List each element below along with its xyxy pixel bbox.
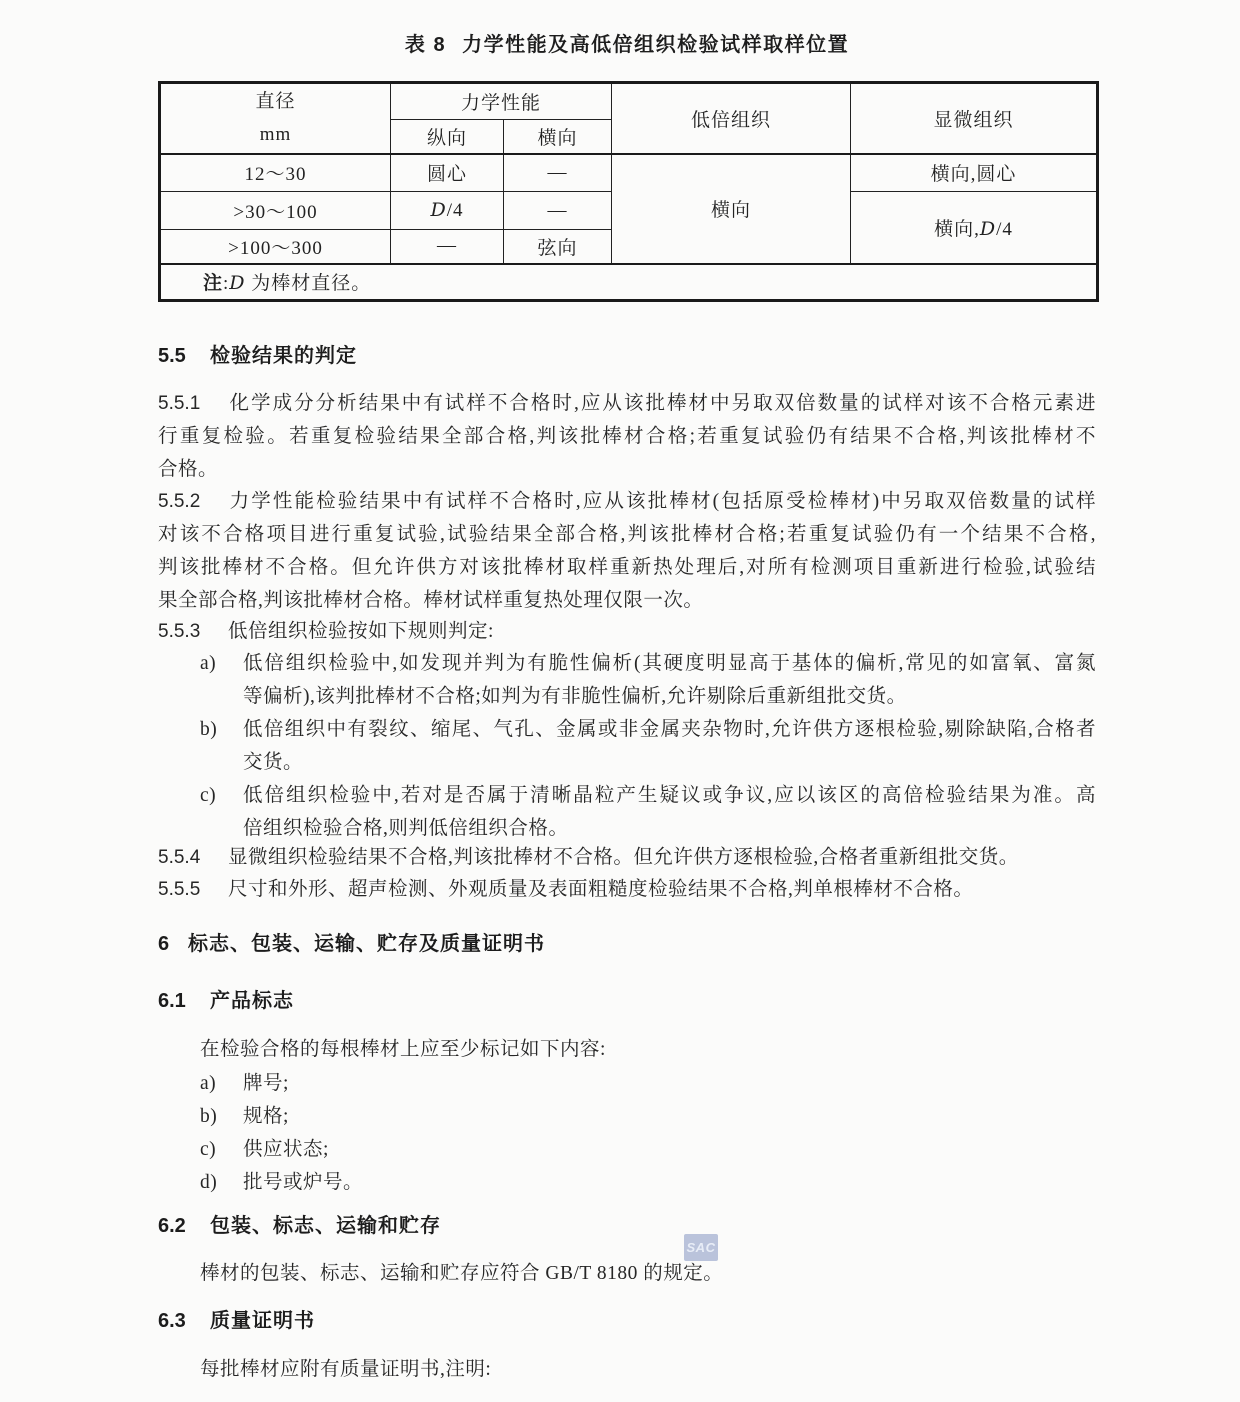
sampling-position-table	[158, 81, 1099, 302]
clause-6-1-intro: 在检验合格的每根棒材上应至少标记如下内容:	[200, 1039, 606, 1060]
clause-number: 6.1	[158, 990, 186, 1012]
clause-number: 5.5.3	[158, 621, 201, 642]
header-diameter-unit: mm	[259, 124, 292, 146]
clause-5-5-3-item-a: a) 低倍组织检验中,如发现并判为有脆性偏析(其硬度明显高于基体的偏析,常见的如富氧、富氮 等偏析),该判批棒材不合格;如判为有非脆性偏析,允许剔除后重新组批交货。	[158, 647, 1096, 713]
cell-micro-2: 横向,D/4	[851, 192, 1098, 264]
table-caption	[158, 32, 1096, 58]
list-item-label: c)	[200, 785, 217, 806]
table-caption-title: 力学性能及高低倍组织检验试样取样位置	[462, 34, 850, 56]
cell-micro-1: 横向,圆心	[851, 154, 1098, 192]
clause-6-heading	[158, 928, 1096, 961]
cell-d-variable: D	[979, 217, 997, 240]
table-row	[160, 154, 1098, 192]
table-note-row	[160, 264, 1098, 301]
cell-longitudinal-1: 圆心	[391, 154, 504, 192]
clause-5-5-3-item-b: b) 低倍组织中有裂纹、缩尾、气孔、金属或非金属夹杂物时,允许供方逐根检验,剔除缺陷,合格者 交货。	[158, 713, 1096, 779]
list-item-label: a)	[200, 653, 217, 674]
cell-macro: 横向	[612, 154, 851, 264]
clause-title: 产品标志	[210, 990, 294, 1012]
table-note: 注:D 为棒材直径。	[160, 264, 1098, 301]
clause-5-5-3-paragraph: 5.5.3 低倍组织检验按如下规则判定:	[158, 615, 1096, 648]
clause-number: 6	[158, 933, 170, 955]
sac-watermark-logo: SAC	[684, 1234, 718, 1261]
clause-6-2-paragraph: 棒材的包装、标志、运输和贮存应符合 GB/T 8180 的规定。	[200, 1263, 724, 1284]
list-item-a: a) 牌号;	[158, 1067, 1096, 1100]
header-longitudinal: 纵向	[391, 120, 504, 154]
header-microstructure: 显微组织	[851, 83, 1098, 154]
header-diameter	[160, 83, 391, 154]
cell-longitudinal-3: —	[391, 230, 504, 264]
list-item-label: d)	[200, 1172, 218, 1193]
clause-title: 检验结果的判定	[210, 345, 357, 367]
cell-diameter-3: >100～300	[160, 230, 391, 264]
clause-5-5-3-item-c: c) 低倍组织检验中,若对是否属于清晰晶粒产生疑议或争议,应以该区的高倍检验结果为准。高 倍组织检验合格,则判低倍组织合格。	[158, 779, 1096, 845]
cell-longitudinal-2: D/4	[391, 192, 504, 230]
clause-number: 6.2	[158, 1215, 186, 1237]
cell-transverse-1: —	[504, 154, 612, 192]
cell-diameter-2: >30～100	[160, 192, 391, 230]
clause-5-5-heading	[158, 340, 1096, 373]
list-item-c: c) 供应状态;	[158, 1133, 1096, 1166]
list-item-label: b)	[200, 1106, 218, 1127]
clause-number: 5.5.4	[158, 847, 201, 868]
header-transverse: 横向	[504, 120, 612, 154]
clause-6-3-heading	[158, 1305, 1096, 1338]
clause-title: 包装、标志、运输和贮存	[210, 1215, 441, 1237]
clause-6-3-paragraph: 每批棒材应附有质量证明书,注明:	[200, 1359, 492, 1380]
cell-diameter-1: 12～30	[160, 154, 391, 192]
clause-number: 5.5.5	[158, 879, 201, 900]
clause-6-2-heading	[158, 1210, 1096, 1243]
clause-5-5-4-paragraph: 5.5.4 显微组织检验结果不合格,判该批棒材不合格。但允许供方逐根检验,合格者重新组批交货。	[158, 841, 1096, 874]
clause-6-1-heading	[158, 985, 1096, 1018]
clause-number: 5.5	[158, 345, 186, 367]
cell-transverse-2: —	[504, 192, 612, 230]
list-item-label: b)	[200, 719, 218, 740]
clause-5-5-2-paragraph: 5.5.2 力学性能检验结果中有试样不合格时,应从该批棒材(包括原受检棒材)中另取双倍数量的试样 对该不合格项目进行重复试验,试验结果全部合格,判该批棒材合格;若重复试验仍有一个结果不合格, 判该批棒材不合格。但允许供方对该批棒材取样重新热处理后,对所有检测项目重新进行检验,试验结 果全部合格,判该批棒材合格。棒材试样重复热处理仅限一次。	[158, 485, 1096, 617]
header-diameter-label: 直径	[255, 91, 296, 113]
clause-5-5-5-paragraph: 5.5.5 尺寸和外形、超声检测、外观质量及表面粗糙度检验结果不合格,判单根棒材不合格。	[158, 873, 1096, 906]
header-macrostructure: 低倍组织	[612, 83, 851, 154]
cell-d-variable: D	[430, 199, 447, 221]
cell-transverse-3: 弦向	[504, 230, 612, 264]
list-item-d: d) 批号或炉号。	[158, 1166, 1096, 1199]
clause-number: 6.3	[158, 1310, 186, 1332]
list-item-label: c)	[200, 1139, 217, 1160]
table-caption-number: 表 8	[404, 34, 447, 56]
clause-5-5-1-paragraph: 5.5.1 化学成分分析结果中有试样不合格时,应从该批棒材中另取双倍数量的试样对该不合格元素进 行重复检验。若重复检验结果全部合格,判该批棒材合格;若重复试验仍有结果不合格,判该批棒材不 合格。	[158, 387, 1096, 486]
clause-number: 5.5.2	[158, 491, 201, 512]
list-item-b: b) 规格;	[158, 1100, 1096, 1133]
clause-title: 标志、包装、运输、贮存及质量证明书	[188, 933, 545, 955]
clause-title: 质量证明书	[210, 1310, 315, 1332]
list-item-label: a)	[200, 1073, 217, 1094]
clause-number: 5.5.1	[158, 393, 201, 414]
header-mechanical: 力学性能	[391, 83, 612, 120]
